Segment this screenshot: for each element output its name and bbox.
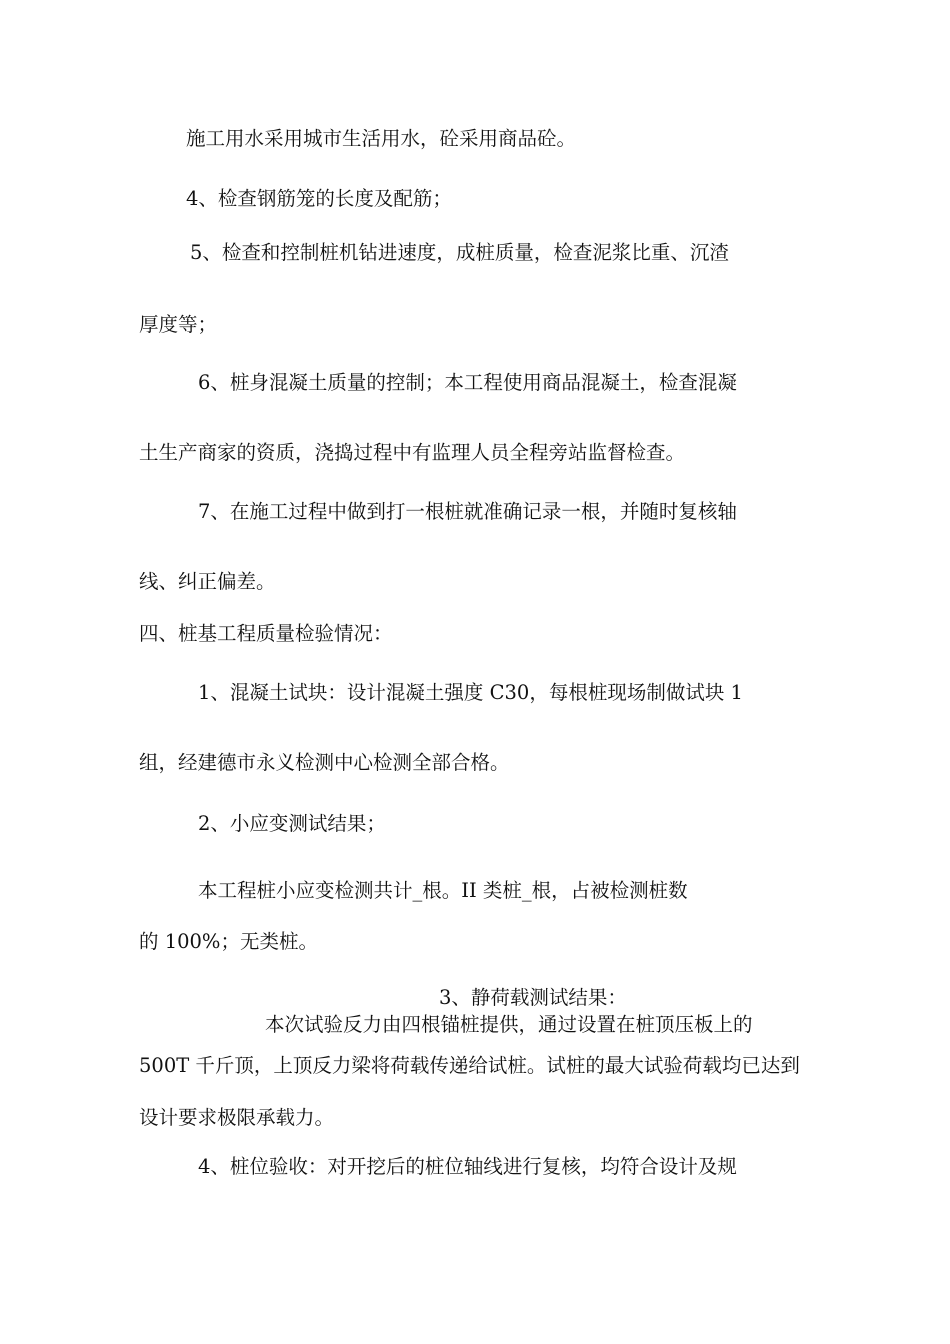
paragraph-line: 施工用水采用城市生活用水，砼采用商品砼。 (186, 127, 577, 150)
paragraph-line: 500T 千斤顶，上顶反力梁将荷载传递给试桩。试桩的最大试验荷载均已达到 (139, 1054, 800, 1077)
paragraph-line: 3、静荷载测试结果： (439, 986, 627, 1009)
paragraph-line: 4、检查钢筋笼的长度及配筋； (186, 187, 452, 210)
paragraph-line: 2、小应变测试结果； (198, 812, 386, 835)
paragraph-line: 5、检查和控制桩机钻进速度，成桩质量，检查泥浆比重、沉渣 (190, 241, 729, 264)
paragraph-line: 7、在施工过程中做到打一根桩就准确记录一根，并随时复核轴 (198, 500, 737, 523)
paragraph-line: 设计要求极限承载力。 (139, 1106, 335, 1129)
paragraph-line: 土生产商家的资质，浇捣过程中有监理人员全程旁站监督检查。 (139, 441, 686, 464)
paragraph-line: 6、桩身混凝土质量的控制；本工程使用商品混凝土，检查混凝 (198, 371, 737, 394)
paragraph-line: 厚度等； (139, 313, 218, 336)
paragraph-line: 的 100%；无类桩。 (139, 930, 318, 953)
paragraph-line: 1、混凝土试块：设计混凝土强度 C30，每根桩现场制做试块 1 (198, 681, 743, 704)
paragraph-line: 本次试验反力由四根锚桩提供，通过设置在桩顶压板上的 (265, 1013, 753, 1036)
paragraph-line: 本工程桩小应变检测共计_根。II 类桩_根，占被检测桩数 (198, 879, 688, 902)
section-heading: 四、桩基工程质量检验情况： (139, 622, 393, 645)
paragraph-line: 线、纠正偏差。 (139, 570, 276, 593)
paragraph-line: 4、桩位验收：对开挖后的桩位轴线进行复核，均符合设计及规 (198, 1155, 737, 1178)
paragraph-line: 组，经建德市永义检测中心检测全部合格。 (139, 751, 510, 774)
